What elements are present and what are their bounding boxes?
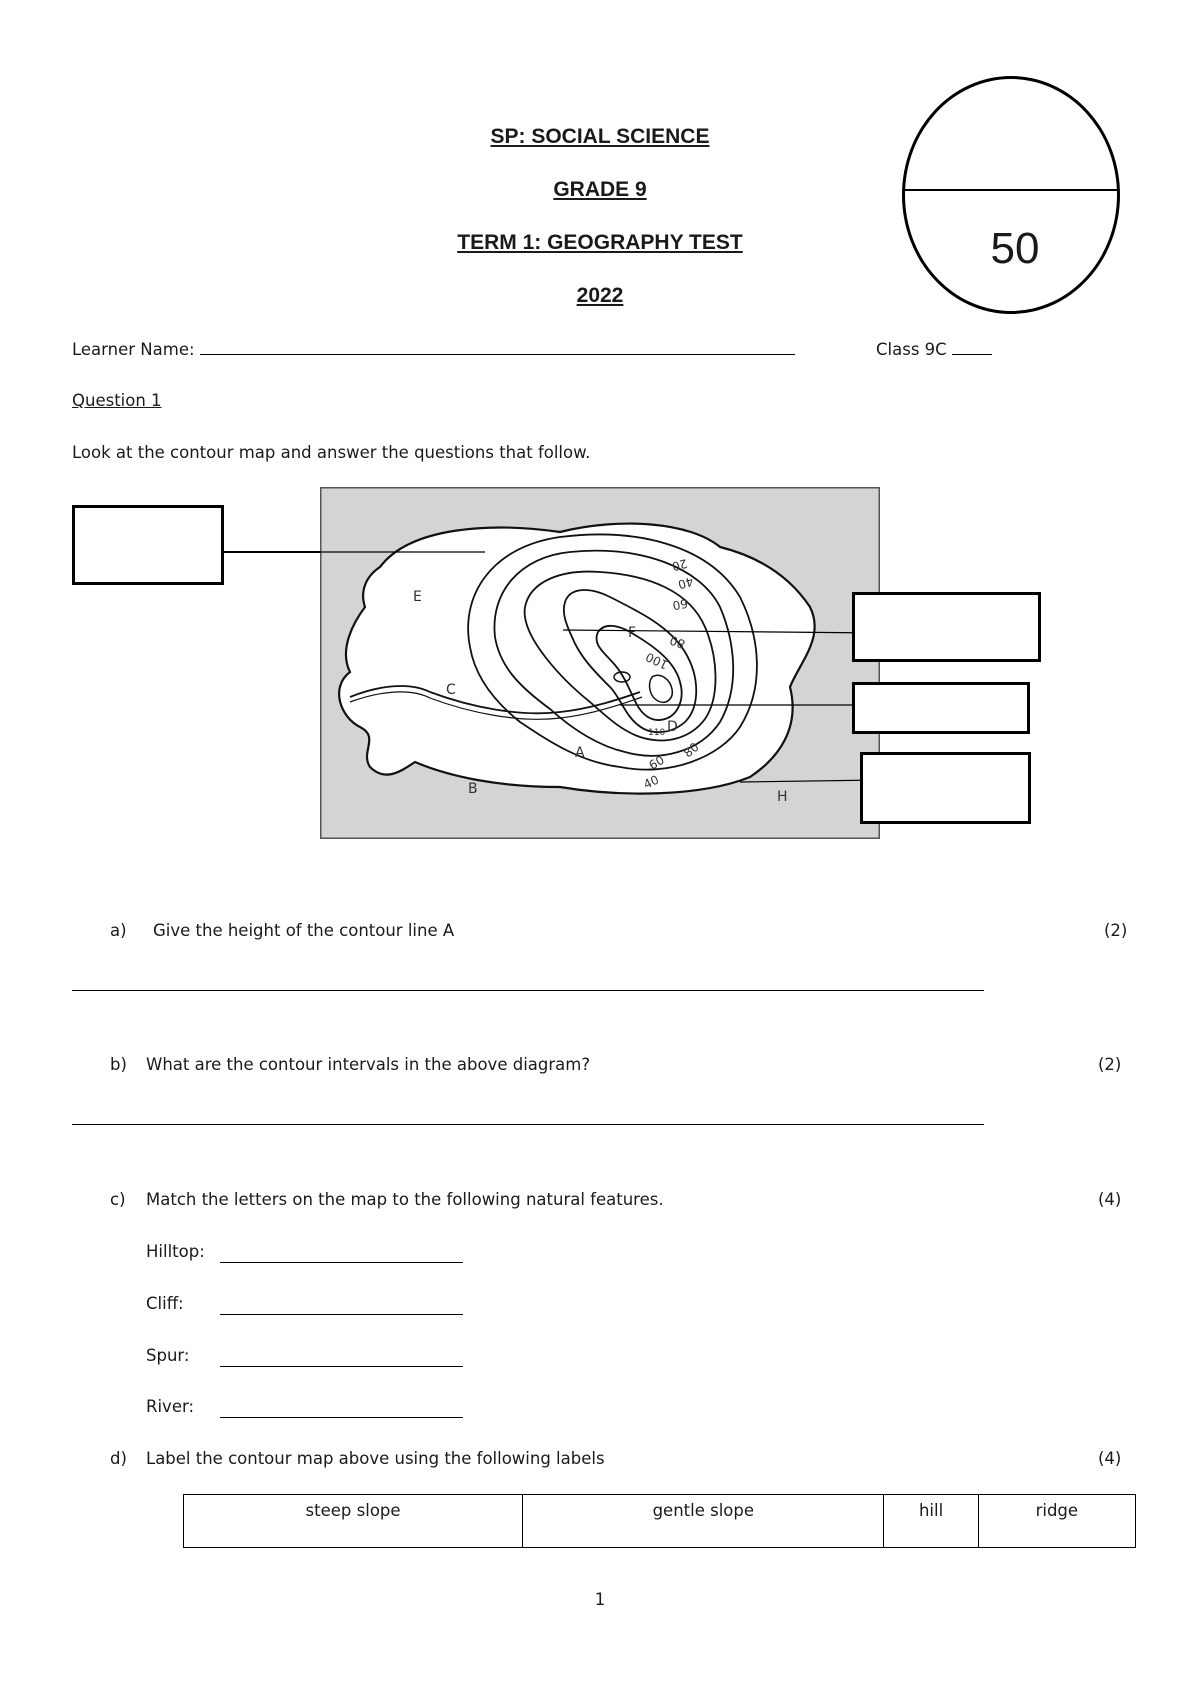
question-d-text: Label the contour map above using the following labels <box>146 1449 605 1468</box>
label-box-2[interactable] <box>852 592 1041 662</box>
labels-row <box>184 1495 1136 1548</box>
test-heading: TERM 1: GEOGRAPHY TEST <box>457 231 743 254</box>
grade-heading: GRADE 9 <box>553 178 647 201</box>
question-a-marker: a) <box>110 921 127 940</box>
map-letter-a: A <box>575 745 585 761</box>
question-d-marker: d) <box>110 1449 127 1468</box>
feature-cliff-field[interactable] <box>220 1314 463 1315</box>
map-letter-c: C <box>446 682 456 698</box>
contour-label-40: 40 <box>676 574 695 592</box>
feature-spur-field[interactable] <box>220 1366 463 1367</box>
score-total: 50 <box>990 224 1040 273</box>
year-heading: 2022 <box>576 284 624 307</box>
label-box-3[interactable] <box>852 682 1030 734</box>
question-a-text: Give the height of the contour line A <box>153 921 455 940</box>
leader-ext-top <box>222 551 320 553</box>
label-box-1[interactable] <box>72 505 224 585</box>
learner-name-label: Learner Name: <box>72 340 195 359</box>
contour-label-40b: 40 <box>641 772 662 792</box>
label-ridge: ridge <box>978 1495 1135 1548</box>
contour-label-80: 80 <box>667 632 688 652</box>
map-letter-b: B <box>468 781 478 797</box>
score-circle <box>902 76 1120 314</box>
class-field[interactable] <box>952 353 992 355</box>
label-box-4[interactable] <box>860 752 1031 824</box>
question-1-title: Question 1 <box>72 391 162 410</box>
class-label: Class 9C <box>876 340 947 359</box>
question-c-marker: c) <box>110 1190 126 1209</box>
question-a-marks: (2) <box>1104 921 1128 940</box>
question-b-text: What are the contour intervals in the above diagram? <box>146 1055 591 1074</box>
feature-cliff-label: Cliff: <box>146 1294 184 1313</box>
question-c-marks: (4) <box>1098 1190 1122 1209</box>
question-d-marks: (4) <box>1098 1449 1122 1468</box>
subject-heading: SP: SOCIAL SCIENCE <box>490 125 710 148</box>
answer-line-a[interactable] <box>72 990 984 991</box>
map-letter-f: F <box>628 625 637 641</box>
question-b-marks: (2) <box>1098 1055 1122 1074</box>
contour-label-100: 100 <box>643 649 671 672</box>
label-hill: hill <box>884 1495 978 1548</box>
label-gentle-slope: gentle slope <box>523 1495 884 1548</box>
map-letter-e: E <box>413 589 422 605</box>
labels-table <box>183 1494 1136 1548</box>
contour-label-110: 110 <box>648 728 666 738</box>
contour-map <box>320 487 880 839</box>
question-1-instruction: Look at the contour map and answer the questions that follow. <box>72 443 591 462</box>
map-letter-d: D <box>667 719 678 735</box>
feature-river-label: River: <box>146 1397 195 1416</box>
contour-label-20: 20 <box>670 556 689 574</box>
answer-line-b[interactable] <box>72 1124 984 1125</box>
contour-label-60: 60 <box>671 596 689 613</box>
contour-label-60b: 60 <box>646 752 667 773</box>
feature-spur-label: Spur: <box>146 1346 190 1365</box>
learner-name-row <box>72 340 795 359</box>
label-steep-slope: steep slope <box>184 1495 523 1548</box>
feature-hilltop-field[interactable] <box>220 1262 463 1263</box>
question-b-marker: b) <box>110 1055 127 1074</box>
page-number: 1 <box>594 1590 606 1609</box>
score-divider <box>905 189 1117 191</box>
question-c-text: Match the letters on the map to the following natural features. <box>146 1190 664 1209</box>
feature-hilltop-label: Hilltop: <box>146 1242 205 1261</box>
contour-label-80b: 80 <box>680 739 702 761</box>
class-row <box>876 340 992 359</box>
feature-river-field[interactable] <box>220 1417 463 1418</box>
learner-name-field[interactable] <box>200 353 795 355</box>
map-letter-h: H <box>777 789 788 805</box>
